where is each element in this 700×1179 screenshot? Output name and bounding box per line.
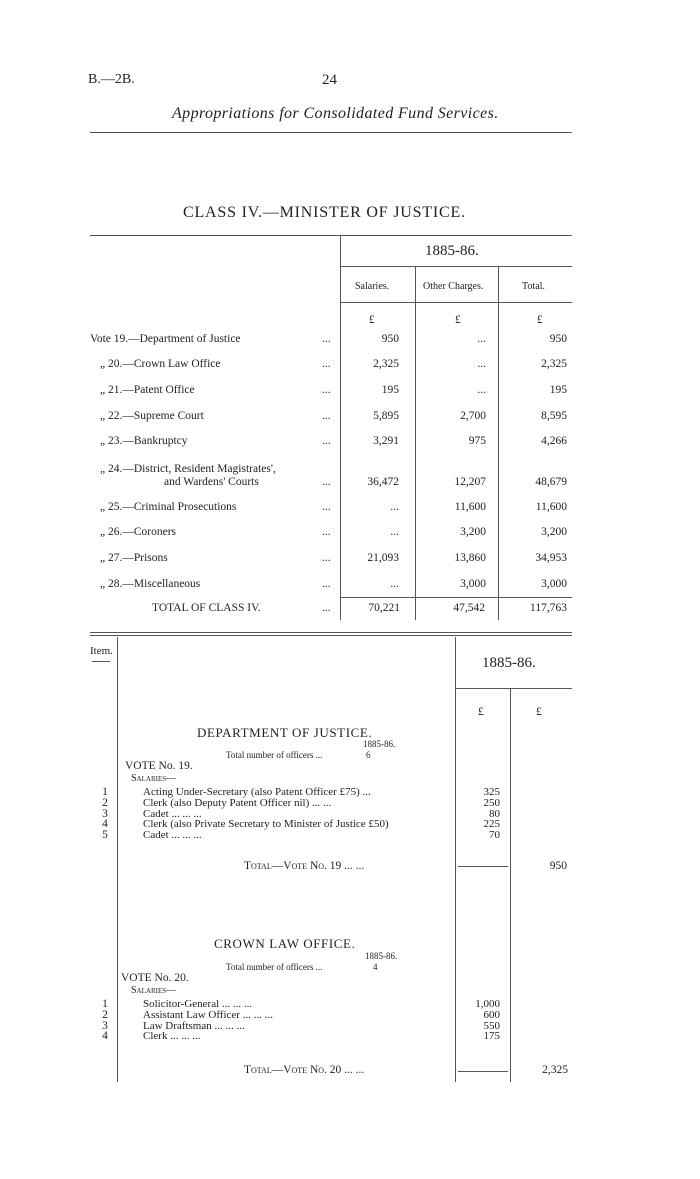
amount-col-divider bbox=[510, 688, 511, 1082]
summary-row-salaries: 195 bbox=[381, 384, 399, 396]
summary-row-label: Vote 19.—Department of Justice bbox=[90, 333, 241, 345]
item-amount: 70 bbox=[489, 829, 500, 842]
item-number: 3 bbox=[102, 807, 108, 820]
item-text: Clerk (also Deputy Patent Officer nil) ... ... bbox=[143, 796, 332, 809]
col-head-salaries: Salaries. bbox=[355, 281, 390, 292]
item-text: Acting Under-Secretary (also Patent Officer £75) ... bbox=[143, 786, 371, 798]
summary-row-other: ... bbox=[477, 333, 486, 345]
officers-label: Total number of officers ... bbox=[226, 962, 323, 972]
salaries-heading: Salaries— bbox=[131, 985, 177, 996]
summary-row-other: ... bbox=[477, 384, 486, 396]
summary-row-salaries: ... bbox=[390, 526, 399, 538]
summary-row-label: „ 26.—Coroners bbox=[100, 526, 177, 538]
summary-row-label: „ 23.—Bankruptcy bbox=[100, 435, 188, 447]
vote-total-label: Total—Vote No. 19 ... ... bbox=[244, 860, 365, 872]
item-text: Assistant Law Officer ... ... ... bbox=[143, 1008, 273, 1021]
item-divider bbox=[117, 637, 118, 1082]
currency-salaries: £ bbox=[369, 314, 375, 326]
item-number: 2 bbox=[102, 1008, 108, 1021]
item-number: 1 bbox=[102, 786, 108, 798]
summary-row-total: 3,200 bbox=[541, 526, 567, 538]
officers-count: 6 bbox=[366, 750, 371, 760]
summary-row-salaries: 5,895 bbox=[373, 410, 399, 422]
item-text: Solicitor-General ... ... ... bbox=[143, 998, 253, 1010]
detail-currency-1: £ bbox=[478, 706, 484, 718]
summary-row-total: 2,325 bbox=[541, 358, 567, 370]
summary-row-leader: ... bbox=[322, 384, 331, 396]
officers-label: Total number of officers ... bbox=[226, 750, 323, 760]
summary-row-salaries: 21,093 bbox=[367, 552, 399, 564]
summary-row-total: 11,600 bbox=[535, 501, 567, 513]
summary-row-salaries: ... bbox=[390, 501, 399, 513]
summary-row-leader: ... bbox=[322, 410, 331, 422]
page-title: Appropriations for Consolidated Fund Services. bbox=[172, 105, 499, 122]
summary-row-other: 3,200 bbox=[460, 526, 486, 538]
item-amount: 225 bbox=[483, 818, 500, 831]
summary-row-label: „ 22.—Supreme Court bbox=[100, 410, 204, 422]
summary-row-salaries: 950 bbox=[381, 333, 399, 345]
item-amount: 600 bbox=[483, 1008, 500, 1021]
page-number: 24 bbox=[322, 72, 337, 88]
summary-total-leader: ... bbox=[322, 602, 331, 614]
summary-row-label: „ 20.—Crown Law Office bbox=[100, 358, 221, 370]
summary-row-leader: ... bbox=[322, 526, 331, 538]
summary-row-total: 34,953 bbox=[535, 552, 567, 564]
summary-row-label: „ 27.—Prisons bbox=[100, 552, 168, 564]
summary-row-label: „ 21.—Patent Office bbox=[100, 384, 195, 396]
officers-year: 1885-86. bbox=[363, 739, 396, 749]
summary-row-leader: ... bbox=[322, 578, 331, 590]
col-head-total: Total. bbox=[522, 281, 545, 292]
item-header: Item. bbox=[90, 645, 113, 657]
item-number: 1 bbox=[102, 998, 108, 1010]
summary-total-salaries: 70,221 bbox=[368, 602, 400, 614]
summary-row-salaries: ... bbox=[390, 578, 399, 590]
vote-heading: VOTE No. 20. bbox=[121, 972, 189, 984]
section-title: CROWN LAW OFFICE. bbox=[214, 936, 356, 951]
col-divider-2 bbox=[498, 266, 499, 620]
summary-row-salaries: 3,291 bbox=[373, 435, 399, 447]
item-amount: 325 bbox=[483, 786, 500, 798]
item-text: Cadet ... ... ... bbox=[143, 807, 202, 820]
section-title: DEPARTMENT OF JUSTICE. bbox=[197, 725, 373, 740]
currency-total: £ bbox=[537, 314, 543, 326]
summary-row-other: 13,860 bbox=[454, 552, 486, 564]
item-amount: 250 bbox=[483, 796, 500, 809]
detail-top-rule bbox=[90, 632, 572, 633]
summary-row-leader: ... bbox=[322, 435, 331, 447]
header-rule bbox=[90, 132, 572, 133]
item-number: 5 bbox=[102, 829, 108, 842]
year-rule bbox=[340, 266, 572, 267]
summary-divider bbox=[340, 235, 341, 620]
item-amount: 175 bbox=[483, 1030, 500, 1043]
currency-other: £ bbox=[455, 314, 461, 326]
summary-row-total: 8,595 bbox=[541, 410, 567, 422]
subtotal-rule bbox=[458, 1071, 508, 1072]
item-text: Cadet ... ... ... bbox=[143, 829, 202, 842]
summary-row-leader: ... bbox=[322, 358, 331, 370]
col-head-other: Other Charges. bbox=[423, 281, 484, 292]
item-underline bbox=[92, 661, 110, 662]
summary-row-other: 12,207 bbox=[454, 476, 486, 488]
item-amount: 80 bbox=[489, 807, 500, 820]
vote-total-label: Total—Vote No. 20 ... ... bbox=[244, 1064, 365, 1076]
vote-total: 950 bbox=[549, 860, 567, 872]
summary-row-leader: ... bbox=[322, 501, 331, 513]
item-number: 2 bbox=[102, 796, 108, 809]
item-number: 3 bbox=[102, 1019, 108, 1032]
summary-row-other: 3,000 bbox=[460, 578, 486, 590]
summary-row-total: 4,266 bbox=[541, 435, 567, 447]
summary-year: 1885-86. bbox=[425, 243, 479, 259]
detail-year: 1885-86. bbox=[482, 655, 536, 671]
summary-row-total: 48,679 bbox=[535, 476, 567, 488]
detail-currency-2: £ bbox=[536, 706, 542, 718]
summary-row-total: 950 bbox=[549, 333, 567, 345]
item-text: Law Draftsman ... ... ... bbox=[143, 1019, 245, 1032]
summary-row-total: 3,000 bbox=[541, 578, 567, 590]
summary-row-leader: ... bbox=[322, 476, 331, 488]
officers-count: 4 bbox=[373, 962, 378, 972]
summary-row-other: 975 bbox=[468, 435, 486, 447]
class-title: CLASS IV.—MINISTER OF JUSTICE. bbox=[183, 204, 466, 221]
officers-year: 1885-86. bbox=[365, 951, 398, 961]
summary-row-leader: ... bbox=[322, 552, 331, 564]
item-text: Clerk (also Private Secretary to Minister of Justice £50) bbox=[143, 818, 389, 831]
item-amount: 550 bbox=[483, 1019, 500, 1032]
vote-heading: VOTE No. 19. bbox=[125, 760, 193, 772]
summary-row-other: ... bbox=[477, 358, 486, 370]
salaries-heading: Salaries— bbox=[131, 773, 177, 784]
summary-row-other: 11,600 bbox=[454, 501, 486, 513]
summary-total-other: 47,542 bbox=[453, 602, 485, 614]
detail-top-rule-2 bbox=[90, 635, 572, 636]
summary-row-salaries: 2,325 bbox=[373, 358, 399, 370]
subtotal-rule bbox=[458, 866, 508, 867]
detail-year-rule bbox=[455, 688, 572, 689]
summary-row-leader: ... bbox=[322, 333, 331, 345]
summary-row-label-cont: and Wardens' Courts bbox=[164, 476, 259, 488]
summary-row-other: 2,700 bbox=[460, 410, 486, 422]
total-rule bbox=[340, 597, 572, 598]
item-text: Clerk ... ... ... bbox=[143, 1030, 201, 1043]
summary-row-label: „ 28.—Miscellaneous bbox=[100, 578, 201, 590]
summary-row-label: „ 25.—Criminal Prosecutions bbox=[100, 501, 237, 513]
summary-top-rule bbox=[90, 235, 572, 236]
summary-total-total: 117,763 bbox=[530, 602, 567, 614]
col-divider-1 bbox=[415, 266, 416, 620]
summary-row-label: „ 24.—District, Resident Magistrates', bbox=[100, 463, 276, 475]
summary-row-total: 195 bbox=[549, 384, 567, 396]
document-reference: B.—2B. bbox=[88, 72, 135, 87]
colhead-rule bbox=[340, 302, 572, 303]
vote-total: 2,325 bbox=[542, 1064, 568, 1076]
summary-row-salaries: 36,472 bbox=[367, 476, 399, 488]
summary-total-label: TOTAL OF CLASS IV. bbox=[152, 602, 261, 614]
item-number: 4 bbox=[102, 1030, 108, 1043]
item-number: 4 bbox=[102, 818, 108, 831]
item-amount: 1,000 bbox=[475, 998, 500, 1010]
